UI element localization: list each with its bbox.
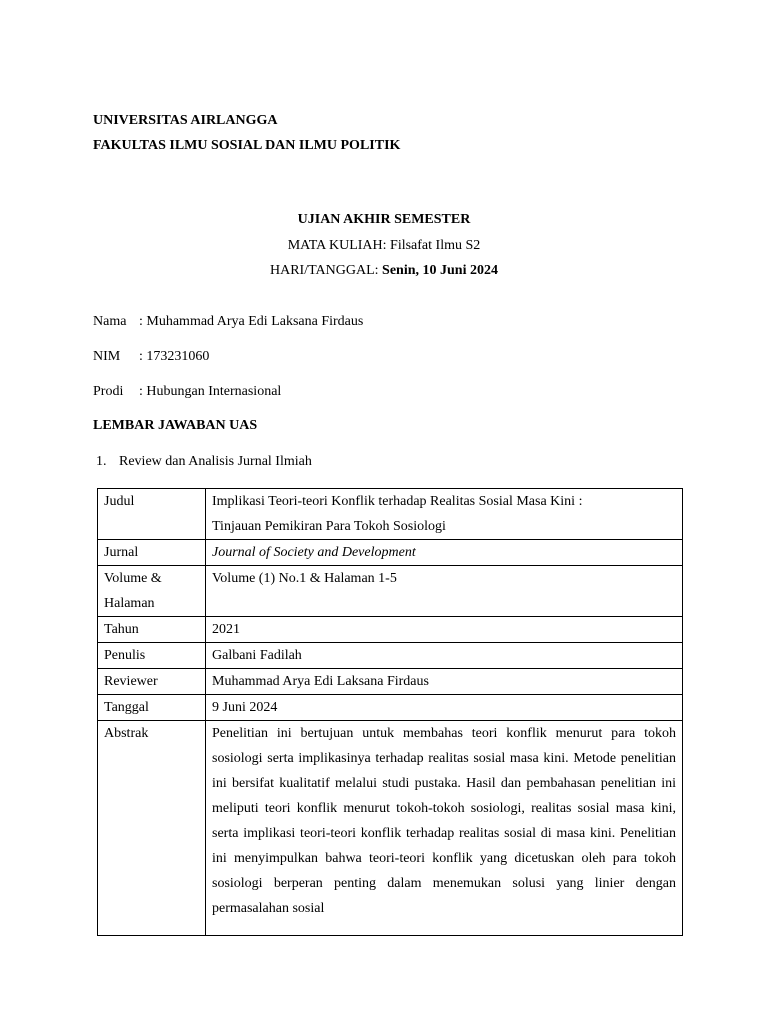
volume-label (98, 566, 206, 617)
reviewer-label: Reviewer (98, 669, 206, 695)
tahun-value: 2021 (206, 617, 683, 643)
exam-title: UJIAN AKHIR SEMESTER (297, 212, 471, 227)
course-line: MATA KULIAH: Filsafat Ilmu S2 (287, 238, 481, 253)
tahun-label: Tahun (98, 617, 206, 643)
reviewer-value: Muhammad Arya Edi Laksana Firdaus (206, 669, 683, 695)
judul-line-2: Tinjauan Pemikiran Para Tokoh Sosiologi (212, 519, 446, 534)
tanggal-value: 9 Juni 2024 (206, 695, 683, 721)
date-line (0, 264, 768, 278)
name-label: Nama (93, 314, 127, 329)
jurnal-value: Journal of Society and Development (206, 540, 683, 566)
tanggal-label: Tanggal (98, 695, 206, 721)
jurnal-label: Jurnal (98, 540, 206, 566)
nim-label: NIM (93, 349, 121, 364)
penulis-value: Galbani Fadilah (206, 643, 683, 669)
name-value: : Muhammad Arya Edi Laksana Firdaus (139, 314, 364, 329)
nim-value: : 173231060 (139, 349, 210, 364)
volume-label-line-2: Halaman (104, 596, 155, 611)
abstrak-cell (206, 721, 683, 936)
review-table (97, 488, 683, 936)
table-row (98, 489, 683, 540)
table-row (98, 695, 683, 721)
judul-label: Judul (98, 489, 206, 540)
date-label: HARI/TANGGAL: (270, 263, 379, 278)
student-name-row (93, 315, 363, 329)
abstrak-value: Penelitian ini bertujuan untuk membahas teori konflik menurut para tokoh sosiologi serta implikasinya terhadap realitas sosial masa kini. Metode penelitian ini bersifat kualitatif melalui studi pustaka. Hasil dan pembahasan penelitian ini meliputi teori konflik menurut tokoh-tokoh sosiologi, realitas sosial masa kini, serta implikasi teori-teori konflik terhadap realitas sosial di masa kini. Penelitian ini menyimpulkan bahwa teori-teori konflik yang dicetuskan oleh para tokoh sosiologi berperan penting dalam menemukan solusi yang linier dengan permasalahan sosial (212, 726, 676, 916)
prodi-value: : Hubungan Internasional (139, 384, 282, 399)
table-row (98, 540, 683, 566)
judul-line-1: Implikasi Teori-teori Konflik terhadap Realitas Sosial Masa Kini : (212, 494, 583, 509)
question-number: 1. (96, 454, 107, 469)
table-row (98, 617, 683, 643)
judul-value (206, 489, 683, 540)
table-row (98, 566, 683, 617)
date-value: Senin, 10 Juni 2024 (382, 263, 498, 278)
university-name: UNIVERSITAS AIRLANGGA (93, 113, 278, 128)
answer-sheet-title: LEMBAR JAWABAN UAS (93, 418, 258, 433)
table-row (98, 721, 683, 936)
question-heading (96, 455, 312, 469)
abstrak-label: Abstrak (98, 721, 206, 936)
student-prodi-row (93, 385, 281, 399)
question-text: Review dan Analisis Jurnal Ilmiah (119, 454, 312, 469)
student-nim-row (93, 350, 209, 364)
table-row (98, 643, 683, 669)
penulis-label: Penulis (98, 643, 206, 669)
volume-value: Volume (1) No.1 & Halaman 1-5 (206, 566, 683, 617)
faculty-name: FAKULTAS ILMU SOSIAL DAN ILMU POLITIK (93, 138, 401, 153)
prodi-label: Prodi (93, 384, 124, 399)
volume-label-line-1: Volume & (104, 571, 162, 586)
table-row (98, 669, 683, 695)
